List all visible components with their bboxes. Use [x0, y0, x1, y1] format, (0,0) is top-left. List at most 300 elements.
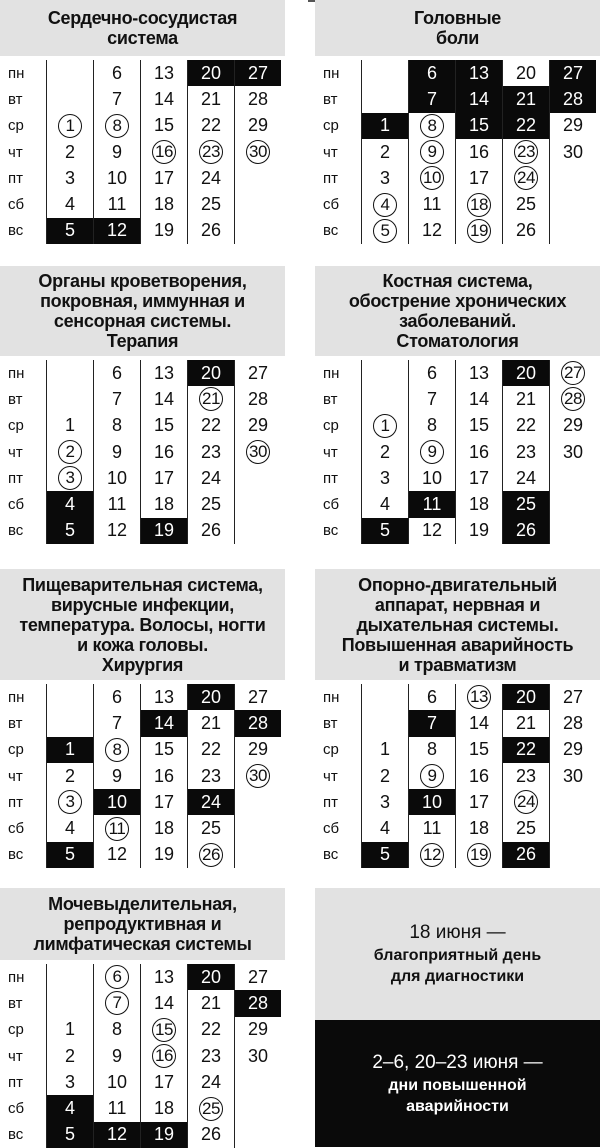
day-cell	[550, 191, 597, 217]
day-cell	[235, 218, 282, 244]
calendar-panel	[315, 0, 600, 244]
day-cell-highlighted: 6	[409, 60, 456, 86]
week-row	[315, 386, 596, 412]
day-cell: 25	[503, 815, 550, 841]
day-cell	[550, 518, 597, 544]
week-row	[315, 491, 596, 517]
day-cell: 21	[188, 990, 235, 1016]
weekday-label: пт	[315, 465, 362, 491]
week-row	[0, 1095, 281, 1121]
weekday-label: вт	[0, 710, 47, 736]
day-cell-circled	[47, 113, 94, 139]
diagnostic-text-line2: для диагностики	[390, 968, 525, 985]
weekday-label: вс	[0, 218, 47, 244]
accident-text-line1: дни повышенной	[388, 1076, 527, 1094]
circled-day: 15	[152, 1018, 176, 1042]
week-row	[0, 165, 281, 191]
weekday-label: сб	[0, 815, 47, 841]
day-cell: 18	[141, 815, 188, 841]
day-cell-highlighted: 4	[47, 1095, 94, 1121]
day-cell-highlighted: 15	[456, 113, 503, 139]
day-cell-circled	[141, 1017, 188, 1043]
day-cell: 30	[562, 141, 584, 162]
day-cell: 7	[94, 710, 141, 736]
day-cell-circled	[188, 386, 235, 412]
day-cell: 19	[456, 518, 503, 544]
day-cell: 13	[141, 684, 188, 710]
day-cell-circled	[362, 191, 409, 217]
day-cell-highlighted: 28	[235, 710, 282, 736]
week-row	[0, 737, 281, 763]
day-cell: 15	[456, 737, 503, 763]
weekday-label: ср	[0, 737, 47, 763]
day-cell: 3	[362, 165, 409, 191]
day-cell: 13	[141, 964, 188, 990]
day-cell: 23	[188, 763, 235, 789]
day-cell	[47, 710, 94, 736]
week-row	[0, 518, 281, 544]
weekday-label: чт	[0, 1043, 47, 1069]
day-cell	[362, 60, 409, 86]
day-cell-highlighted: 19	[141, 1122, 188, 1148]
weekday-label: ср	[315, 737, 362, 763]
week-row	[0, 86, 281, 112]
week-row	[315, 684, 596, 710]
panel-title	[0, 569, 285, 680]
day-cell: 16	[456, 439, 503, 465]
week-row	[315, 86, 596, 112]
week-row	[0, 1017, 281, 1043]
circled-day: 6	[105, 965, 129, 989]
day-cell: 9	[94, 763, 141, 789]
weekday-label: пн	[0, 60, 47, 86]
day-cell-highlighted: 27	[550, 60, 597, 86]
day-cell-circled	[550, 386, 597, 412]
weekday-label: сб	[0, 491, 47, 517]
day-cell-circled	[141, 139, 188, 165]
day-cell	[550, 491, 597, 517]
day-cell: 18	[141, 1095, 188, 1121]
weekday-label: вс	[315, 842, 362, 868]
day-cell-circled	[362, 218, 409, 244]
day-cell: 2	[362, 139, 409, 165]
day-cell: 14	[456, 386, 503, 412]
week-row	[0, 465, 281, 491]
day-cell: 1	[47, 413, 94, 439]
week-row	[315, 360, 596, 386]
calendar-table	[0, 964, 281, 1148]
day-cell: 4	[47, 191, 94, 217]
day-cell: 15	[141, 737, 188, 763]
day-cell: 24	[188, 465, 235, 491]
day-cell-highlighted: 11	[409, 491, 456, 517]
day-cell-highlighted: 7	[409, 710, 456, 736]
day-cell-circled	[94, 737, 141, 763]
day-cell: 17	[456, 789, 503, 815]
week-row	[0, 1043, 281, 1069]
weekday-label: чт	[0, 139, 47, 165]
day-cell	[235, 165, 282, 191]
day-cell: 9	[94, 1043, 141, 1069]
circled-day: 3	[58, 466, 82, 490]
panel-title-line: Терапия	[106, 331, 179, 351]
day-cell: 16	[141, 763, 188, 789]
day-cell-highlighted: 28	[235, 990, 282, 1016]
day-cell: 22	[188, 737, 235, 763]
day-cell: 13	[141, 360, 188, 386]
day-cell-circled	[47, 465, 94, 491]
panel-title	[0, 266, 285, 356]
day-cell-circled	[503, 789, 550, 815]
day-cell	[47, 386, 94, 412]
day-cell-highlighted: 20	[188, 964, 235, 990]
day-cell: 3	[362, 789, 409, 815]
day-cell: 12	[409, 518, 456, 544]
day-cell-highlighted: 1	[362, 113, 409, 139]
day-cell: 10	[94, 465, 141, 491]
day-cell: 16	[141, 439, 188, 465]
day-cell: 8	[409, 737, 456, 763]
day-cell-highlighted: 22	[503, 737, 550, 763]
circled-day: 21	[199, 387, 223, 411]
weekday-label: пн	[315, 60, 362, 86]
diagnostic-date: 18 июня —	[409, 922, 506, 943]
day-cell-highlighted: 14	[456, 86, 503, 112]
day-cell: 17	[456, 465, 503, 491]
day-cell-highlighted: 26	[503, 842, 550, 868]
day-cell: 29	[247, 115, 269, 136]
panel-title-line: аппарат, нервная и	[374, 594, 541, 615]
day-cell: 26	[188, 1122, 235, 1148]
week-row	[0, 1122, 281, 1148]
day-cell-circled	[94, 964, 141, 990]
week-row	[315, 113, 596, 139]
weekday-label: чт	[0, 439, 47, 465]
panel-title-line: обострение хронических	[348, 291, 567, 311]
day-cell-circled	[362, 413, 409, 439]
panel-title-line: Пищеварительная система,	[22, 574, 263, 595]
day-cell	[47, 360, 94, 386]
day-cell: 1	[362, 737, 409, 763]
week-row	[0, 139, 281, 165]
day-cell-highlighted: 7	[409, 86, 456, 112]
day-cell: 11	[94, 1095, 141, 1121]
day-cell: 10	[94, 1069, 141, 1095]
day-cell: 8	[94, 413, 141, 439]
week-row	[315, 737, 596, 763]
accident-info-box	[315, 1020, 600, 1147]
day-cell-circled	[456, 191, 503, 217]
day-cell-highlighted: 27	[235, 60, 282, 86]
day-cell-circled	[503, 165, 550, 191]
day-cell: 1	[47, 1017, 94, 1043]
circled-day: 30	[246, 140, 270, 164]
day-cell	[235, 1095, 282, 1121]
circled-day: 16	[152, 1044, 176, 1068]
week-row	[0, 815, 281, 841]
weekday-label: сб	[315, 191, 362, 217]
weekday-label: вт	[0, 386, 47, 412]
diagnostic-info-box	[315, 888, 600, 1020]
day-cell-highlighted: 25	[503, 491, 550, 517]
day-cell: 29	[562, 739, 584, 760]
weekday-label: чт	[0, 763, 47, 789]
calendar-panel	[0, 888, 285, 1148]
day-cell: 4	[362, 491, 409, 517]
week-row	[315, 842, 596, 868]
day-cell: 23	[503, 439, 550, 465]
day-cell: 29	[562, 115, 584, 136]
panel-title	[0, 0, 285, 56]
day-cell	[550, 165, 597, 191]
week-row	[315, 165, 596, 191]
day-cell: 26	[503, 218, 550, 244]
weekday-label: пн	[0, 360, 47, 386]
week-row	[315, 218, 596, 244]
day-cell-circled	[456, 842, 503, 868]
day-cell: 24	[188, 1069, 235, 1095]
day-cell	[550, 815, 597, 841]
day-cell-circled	[235, 439, 282, 465]
day-cell-circled	[188, 842, 235, 868]
day-cell: 17	[141, 165, 188, 191]
day-cell: 22	[188, 413, 235, 439]
day-cell	[550, 218, 597, 244]
day-cell	[550, 842, 597, 868]
day-cell: 2	[47, 1043, 94, 1069]
day-cell: 29	[562, 415, 584, 436]
calendar-table	[0, 60, 281, 244]
circled-day: 1	[58, 114, 82, 138]
day-cell	[550, 789, 597, 815]
day-cell: 17	[141, 789, 188, 815]
circled-day: 24	[514, 790, 538, 814]
day-cell	[235, 1122, 282, 1148]
week-row	[0, 789, 281, 815]
day-cell	[235, 842, 282, 868]
calendar-panel	[0, 0, 285, 244]
day-cell: 29	[247, 415, 269, 436]
day-cell: 11	[94, 191, 141, 217]
week-row	[315, 413, 596, 439]
day-cell: 17	[456, 165, 503, 191]
day-cell: 22	[188, 1017, 235, 1043]
day-cell: 20	[503, 60, 550, 86]
weekday-label: сб	[315, 815, 362, 841]
weekday-label: вс	[0, 1122, 47, 1148]
circled-day: 24	[514, 166, 538, 190]
panel-title-line: Стоматология	[396, 331, 519, 351]
panel-title-line: дыхательная системы.	[356, 614, 559, 635]
day-cell: 30	[562, 441, 584, 462]
accident-text-line2: аварийности	[406, 1097, 509, 1115]
day-cell: 9	[94, 439, 141, 465]
day-cell-circled	[235, 763, 282, 789]
day-cell: 30	[247, 1045, 269, 1066]
day-cell: 25	[188, 191, 235, 217]
weekday-label: пн	[315, 684, 362, 710]
day-cell: 10	[94, 165, 141, 191]
day-cell-circled	[188, 1095, 235, 1121]
day-cell-circled	[141, 1043, 188, 1069]
panel-title-line: Костная система,	[382, 271, 533, 291]
day-cell-highlighted: 10	[409, 789, 456, 815]
day-cell-circled	[409, 763, 456, 789]
day-cell-highlighted: 13	[456, 60, 503, 86]
weekday-label: ср	[315, 413, 362, 439]
panel-title-line: система	[107, 28, 178, 48]
day-cell-highlighted: 20	[188, 360, 235, 386]
day-cell-circled	[188, 139, 235, 165]
day-cell: 30	[562, 765, 584, 786]
day-cell-circled	[409, 165, 456, 191]
circled-day: 30	[246, 764, 270, 788]
circled-day: 27	[561, 361, 585, 385]
day-cell: 15	[141, 413, 188, 439]
panel-title-line: и травматизм	[398, 654, 517, 675]
day-cell-highlighted: 4	[47, 491, 94, 517]
day-cell: 9	[94, 139, 141, 165]
day-cell: 12	[409, 218, 456, 244]
weekday-label: чт	[315, 139, 362, 165]
day-cell-circled	[94, 815, 141, 841]
week-row	[315, 815, 596, 841]
day-cell: 7	[94, 86, 141, 112]
calendar-panel	[0, 569, 285, 868]
day-cell-highlighted: 5	[47, 1122, 94, 1148]
week-row	[315, 439, 596, 465]
week-row	[315, 191, 596, 217]
panel-title-line: боли	[436, 28, 479, 48]
panel-title-line: Органы кроветворения,	[38, 271, 247, 291]
weekday-label: вс	[315, 218, 362, 244]
calendar-table	[315, 360, 596, 544]
weekday-label: сб	[0, 191, 47, 217]
circled-day: 3	[58, 790, 82, 814]
week-row	[0, 491, 281, 517]
day-cell-highlighted: 14	[141, 710, 188, 736]
panel-title-line: температура. Волосы, ногти	[19, 614, 266, 635]
weekday-label: чт	[315, 763, 362, 789]
day-cell: 3	[362, 465, 409, 491]
day-cell: 4	[47, 815, 94, 841]
day-cell: 12	[94, 518, 141, 544]
day-cell: 2	[362, 439, 409, 465]
day-cell: 7	[94, 386, 141, 412]
calendar-table	[315, 684, 596, 868]
week-row	[0, 218, 281, 244]
day-cell	[235, 1069, 282, 1095]
day-cell: 28	[247, 88, 269, 109]
circled-day: 2	[58, 440, 82, 464]
week-row	[315, 465, 596, 491]
weekday-label: вс	[0, 518, 47, 544]
day-cell-circled	[94, 990, 141, 1016]
day-cell: 25	[188, 815, 235, 841]
day-cell-circled	[94, 113, 141, 139]
day-cell: 17	[141, 1069, 188, 1095]
day-cell: 11	[409, 191, 456, 217]
panel-title-line: и кожа головы.	[77, 634, 208, 655]
week-row	[0, 60, 281, 86]
day-cell: 27	[247, 966, 269, 987]
day-cell: 21	[188, 710, 235, 736]
weekday-label: сб	[315, 491, 362, 517]
circled-day: 8	[105, 114, 129, 138]
day-cell-highlighted: 20	[188, 684, 235, 710]
day-cell: 18	[141, 491, 188, 517]
day-cell: 18	[141, 191, 188, 217]
day-cell: 14	[141, 990, 188, 1016]
week-row	[0, 1069, 281, 1095]
day-cell-circled	[47, 439, 94, 465]
day-cell	[362, 360, 409, 386]
day-cell	[235, 191, 282, 217]
day-cell	[47, 990, 94, 1016]
day-cell: 27	[247, 686, 269, 707]
day-cell: 16	[456, 139, 503, 165]
circled-day: 11	[105, 817, 129, 841]
weekday-label: вт	[0, 86, 47, 112]
circled-day: 19	[467, 219, 491, 243]
day-cell-circled	[409, 842, 456, 868]
day-cell	[47, 60, 94, 86]
week-row	[0, 413, 281, 439]
calendar-table	[315, 60, 596, 244]
day-cell: 10	[409, 465, 456, 491]
day-cell	[362, 386, 409, 412]
panel-title-line: Сердечно-сосудистая	[47, 8, 238, 28]
day-cell: 26	[188, 518, 235, 544]
calendar-panel	[315, 266, 600, 544]
day-cell-circled	[456, 684, 503, 710]
circled-day: 1	[373, 414, 397, 438]
circled-day: 26	[199, 843, 223, 867]
calendar-table	[0, 360, 281, 544]
day-cell-highlighted: 22	[503, 113, 550, 139]
day-cell: 3	[47, 165, 94, 191]
calendar-table	[0, 684, 281, 868]
day-cell: 8	[94, 1017, 141, 1043]
diagnostic-text-line1: благоприятный день	[373, 947, 542, 964]
day-cell: 6	[409, 360, 456, 386]
day-cell: 29	[247, 739, 269, 760]
day-cell: 2	[47, 763, 94, 789]
circled-day: 19	[467, 843, 491, 867]
day-cell: 24	[503, 465, 550, 491]
day-cell-highlighted: 5	[47, 218, 94, 244]
day-cell: 14	[141, 386, 188, 412]
day-cell: 6	[94, 60, 141, 86]
circled-day: 9	[420, 140, 444, 164]
weekday-label: пт	[0, 789, 47, 815]
week-row	[0, 113, 281, 139]
day-cell	[362, 86, 409, 112]
day-cell	[235, 491, 282, 517]
week-row	[315, 789, 596, 815]
calendar-panel	[0, 266, 285, 544]
day-cell	[47, 684, 94, 710]
day-cell	[235, 815, 282, 841]
weekday-label: пт	[315, 789, 362, 815]
day-cell-circled	[550, 360, 597, 386]
circled-day: 7	[105, 991, 129, 1015]
day-cell-highlighted: 24	[188, 789, 235, 815]
day-cell-highlighted: 20	[188, 60, 235, 86]
day-cell: 21	[503, 386, 550, 412]
day-cell-highlighted: 26	[503, 518, 550, 544]
day-cell: 21	[503, 710, 550, 736]
